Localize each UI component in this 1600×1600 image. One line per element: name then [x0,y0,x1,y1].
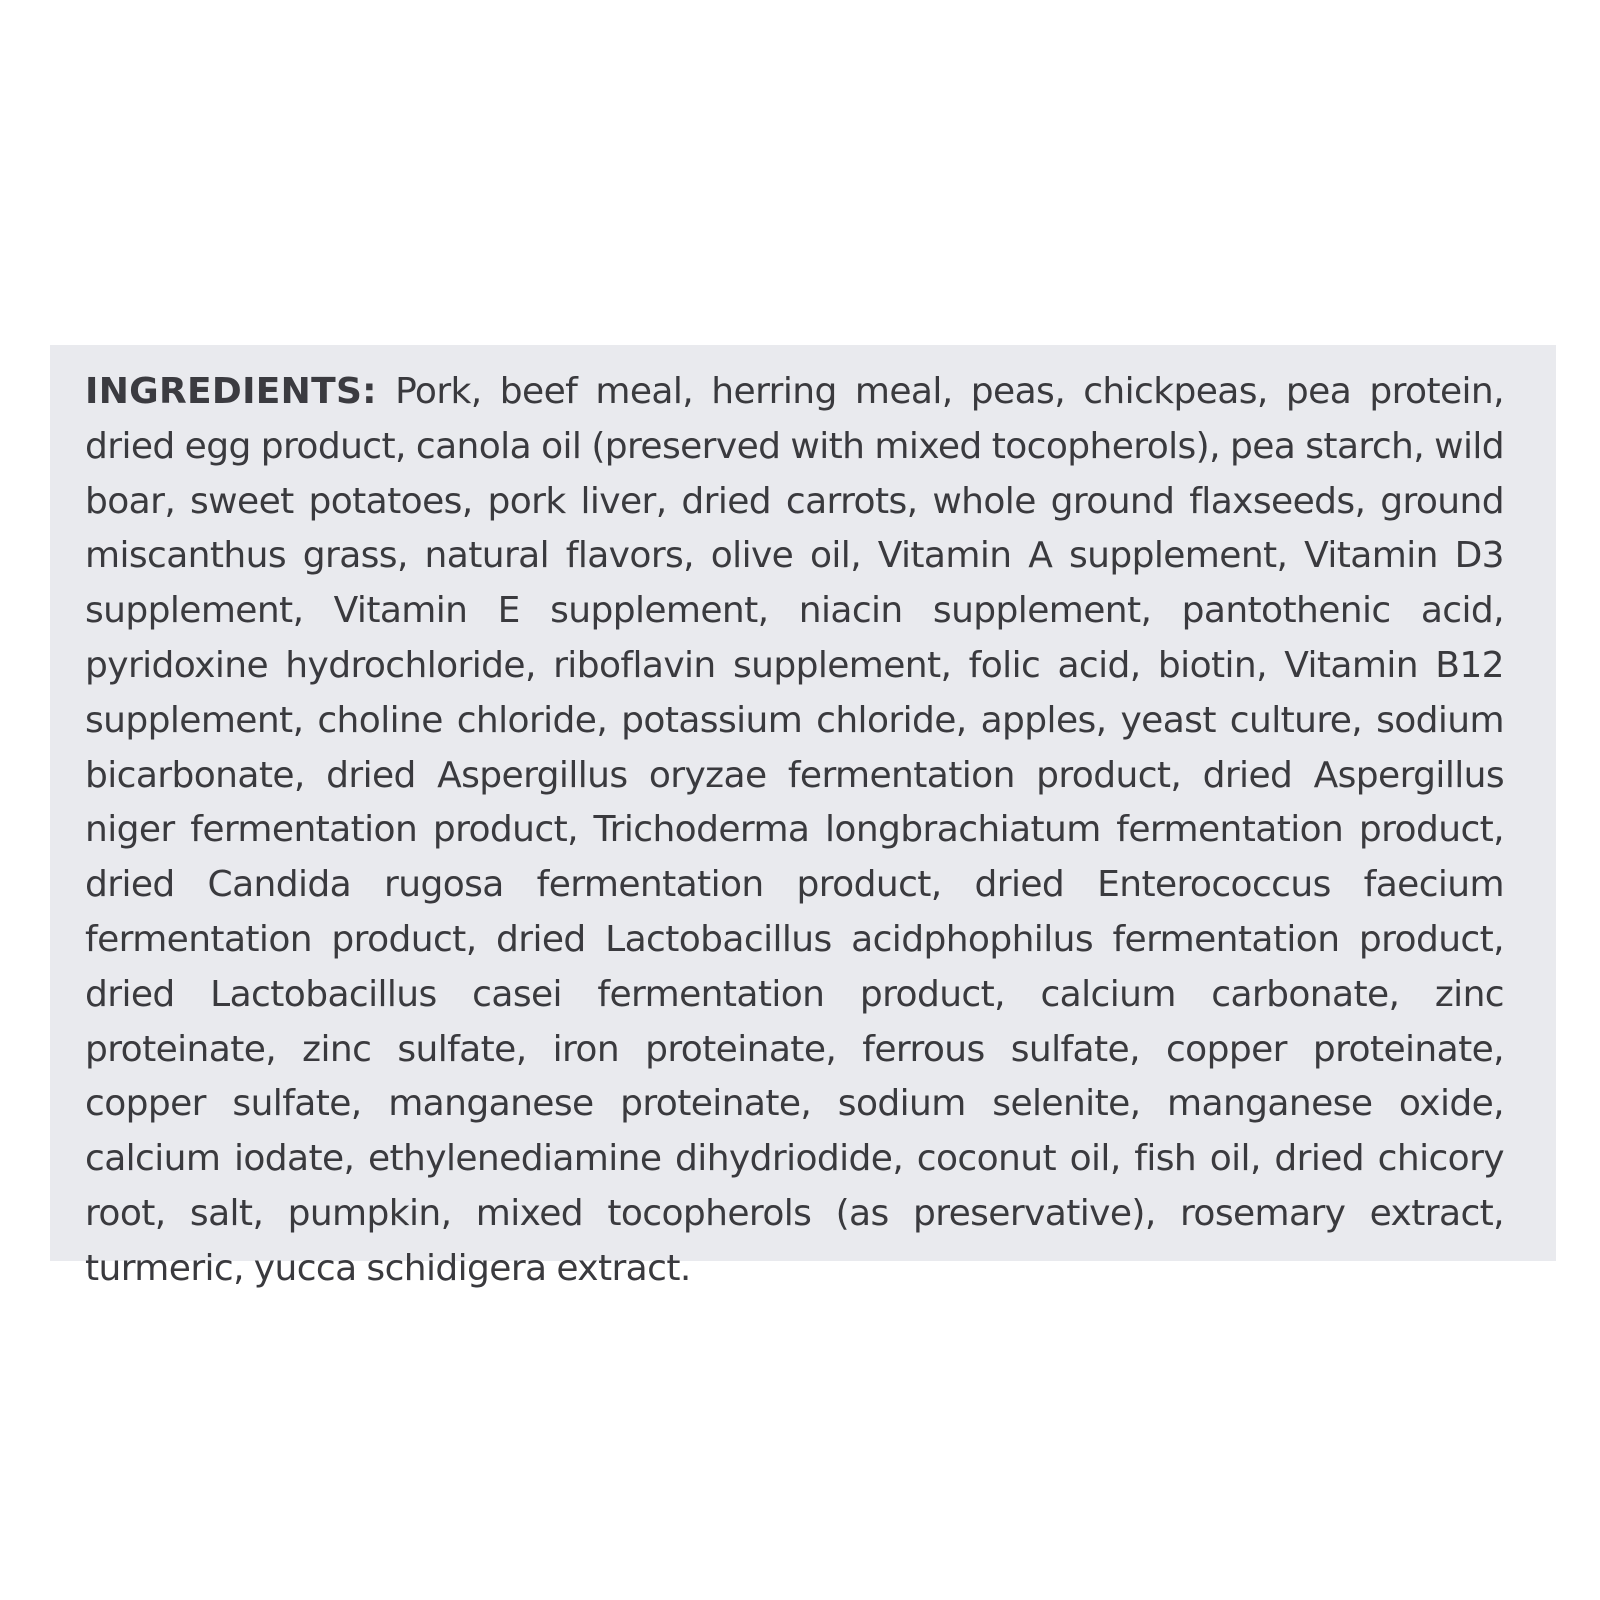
ingredients-heading: INGREDIENTS: [85,371,377,412]
ingredients-paragraph [85,365,1504,1297]
ingredients-panel [50,345,1556,1289]
ingredients-list: Pork, beef meal, herring meal, peas, chickpeas, pea protein, dried egg product, canola oil (preserved with mixed tocopherols), pea starch, wild boar, sweet potatoes, pork liver, dried carrots, whole ground flaxseeds, ground miscanthus grass, natural flavors, olive oil, Vitamin A supplement, Vitamin D3 supplement, Vitamin E supplement, niacin supplement, pantothenic acid, pyridoxine hydrochloride, riboflavin supplement, folic acid, biotin, Vitamin B12 supplement, choline chloride, potassium chloride, apples, yeast culture, sodium bicarbonate, dried Aspergillus oryzae fermentation product, dried Aspergillus niger fermentation product, Trichoderma longbrachiatum fermentation product, dried Candida rugosa fermentation product, dried Enterococcus faecium fermentation product, dried Lactobacillus acidphophilus fermentation product, dried Lactobacillus casei fermentation product, calcium carbonate, zinc proteinate, zinc sulfate, iron proteinate, ferrous sulfate, copper proteinate, copper sulfate, manganese proteinate, sodium selenite, manganese oxide, calcium iodate, ethylenediamine dihydriodide, coconut oil, fish oil, dried chicory root, salt, pumpkin, mixed tocopherols (as preservative), rosemary extract, turmeric, yucca schidigera extract. [85,371,1504,1289]
